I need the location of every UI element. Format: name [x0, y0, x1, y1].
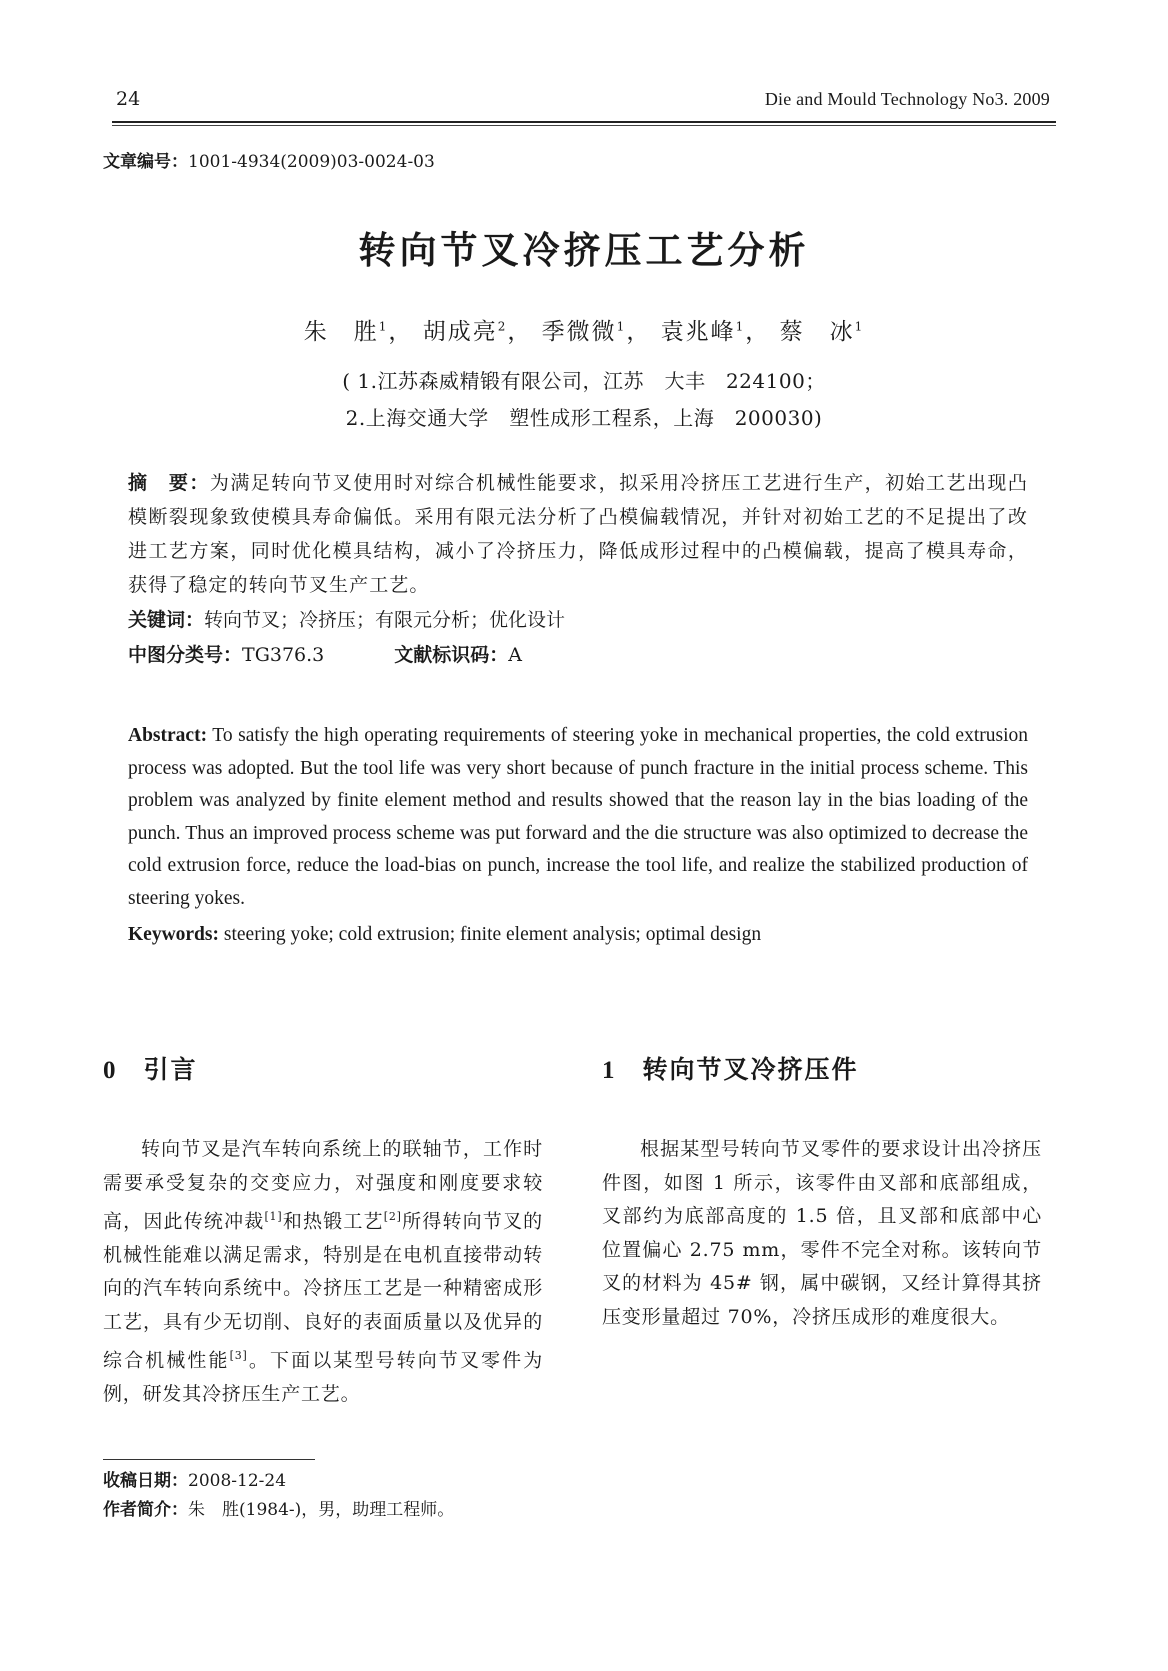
author-affil-mark: 1 — [616, 319, 627, 334]
article-number-label: 文章编号： — [103, 152, 188, 172]
journal-header: Die and Mould Technology No3. 2009 — [764, 89, 1050, 109]
keywords-text-en: steering yoke; cold extrusion; finite element analysis; optimal design — [223, 924, 762, 945]
clc-value: TG376.3 — [242, 644, 325, 666]
body-text-run: 转向节叉是汽车转向系统上的联轴节，工作时需要承受复杂的交变应力，对强度和刚度要求较高，因此传统冲裁 — [103, 1138, 543, 1233]
keywords-label-en: Keywords: — [128, 924, 219, 945]
article-number-value: 1001-4934(2009)03-0024-03 — [188, 152, 435, 172]
body-text-run: 所得转向节叉的机械性能难以满足需求，特别是在电机直接带动转向的汽车转向系统中。冷挤压工艺是一种精密成形工艺，具有少无切削、良好的表面质量以及优异的综合机械性能 — [103, 1210, 543, 1372]
section-number: 0 — [103, 1057, 118, 1084]
affiliation-1: ( 1.江苏森威精锻有限公司，江苏 大丰 224100； — [342, 369, 826, 393]
author-affil-mark: 1 — [378, 319, 389, 334]
section-title: 引言 — [143, 1055, 198, 1084]
author-affil-mark: 2 — [497, 319, 508, 334]
author-bio-label: 作者简介： — [103, 1500, 188, 1520]
body-text-run: 和热锻工艺 — [282, 1210, 384, 1233]
chinese-abstract-block — [128, 466, 1028, 672]
section-heading-1 — [602, 1050, 1042, 1086]
author-affil-mark: 1 — [735, 319, 746, 334]
author-bio-value: 朱 胜(1984-)，男，助理工程师。 — [188, 1500, 455, 1520]
classification-line — [128, 638, 1028, 672]
keywords-cn — [128, 603, 1028, 637]
author-name: 胡成亮 — [422, 319, 498, 345]
received-value: 2008-12-24 — [188, 1471, 287, 1491]
english-abstract — [128, 720, 1028, 915]
section-title: 转向节叉冷挤压件 — [642, 1055, 859, 1084]
header-rule-thin — [112, 125, 1056, 126]
header-rule-thick — [112, 121, 1056, 123]
section-body-1: 根据某型号转向节叉零件的要求设计出冷挤压件图，如图 1 所示，该零件由叉部和底部组成，叉部约为底部高度的 1.5 倍，且叉部和底部中心位置偏心 2.75 mm，零件不完全对称。该转向节叉的材料为 45# 钢，属中碳钢，又经计算得其挤压变形量超过 70%，冷挤压成形的难度很大。 — [602, 1138, 1042, 1328]
author-name: 朱 胜 — [303, 319, 379, 345]
abstract-text-cn: 为满足转向节叉使用时对综合机械性能要求，拟采用冷挤压工艺进行生产，初始工艺出现凸模断裂现象致使模具寿命偏低。采用有限元法分析了凸模偏载情况，并针对初始工艺的不足提出了改进工艺方案，同时优化模具结构，减小了冷挤压力，降低成形过程中的凸模偏载，提高了模具寿命，获得了稳定的转向节叉生产工艺。 — [128, 472, 1028, 596]
citation-ref: [3] — [229, 1349, 248, 1363]
author-affil-mark: 1 — [854, 319, 865, 334]
footnote-rule — [103, 1459, 315, 1460]
author-bio — [103, 1495, 454, 1520]
body-text-run: 。下面以某型号转向节叉零件为例，研发其冷挤压生产工艺。 — [103, 1349, 543, 1406]
doc-code-label: 文献标识码： — [394, 644, 509, 666]
section-number: 1 — [602, 1057, 617, 1084]
chinese-abstract — [128, 466, 1028, 602]
keywords-en — [128, 919, 1028, 952]
received-date — [103, 1466, 286, 1491]
section-heading-0 — [103, 1050, 543, 1086]
english-abstract-block — [128, 720, 1028, 952]
doc-code-value: A — [508, 644, 523, 666]
keywords-label-cn: 关键词： — [128, 609, 205, 631]
column-right — [602, 1050, 1042, 1334]
affiliation-2: 2.上海交通大学 塑性成形工程系，上海 200030) — [345, 406, 823, 430]
author-list: 朱 胜$^1$， 胡成亮$^2$， 季微微$^1$， 袁兆峰$^1$， 蔡 冰$^1$ — [303, 319, 865, 345]
citation-ref: [2] — [383, 1210, 402, 1223]
author-name: 蔡 冰 — [779, 319, 855, 345]
received-label: 收稿日期： — [103, 1471, 188, 1491]
article-number — [103, 147, 435, 172]
paper-title: 转向节叉冷挤压工艺分析 — [358, 229, 810, 272]
abstract-label-en: Abstract: — [128, 725, 208, 746]
author-name: 袁兆峰 — [660, 319, 736, 345]
author-name: 季微微 — [541, 319, 617, 345]
abstract-text-en: To satisfy the high operating requirements of steering yoke in mechanical properties, the cold extrusion process was adopted. But the tool life was very short because of punch fracture in the initial process scheme. This problem was analyzed by finite element method and results showed that the reason lay in the bias loading of the punch. Thus an improved process scheme was put forward and the die structure was also optimized to decrease the cold extrusion force, reduce the load-bias on punch, increase the tool life, and realize the stabilized production of steering yokes. — [128, 725, 1028, 909]
clc-label: 中图分类号： — [128, 644, 243, 666]
section-body-0 — [103, 1133, 543, 1412]
abstract-label-cn: 摘 要： — [128, 472, 210, 494]
page-number: 24 — [116, 88, 141, 110]
column-left — [103, 1050, 543, 1412]
keywords-text-cn: 转向节叉；冷挤压；有限元分析；优化设计 — [204, 609, 566, 631]
citation-ref: [1] — [264, 1210, 283, 1223]
